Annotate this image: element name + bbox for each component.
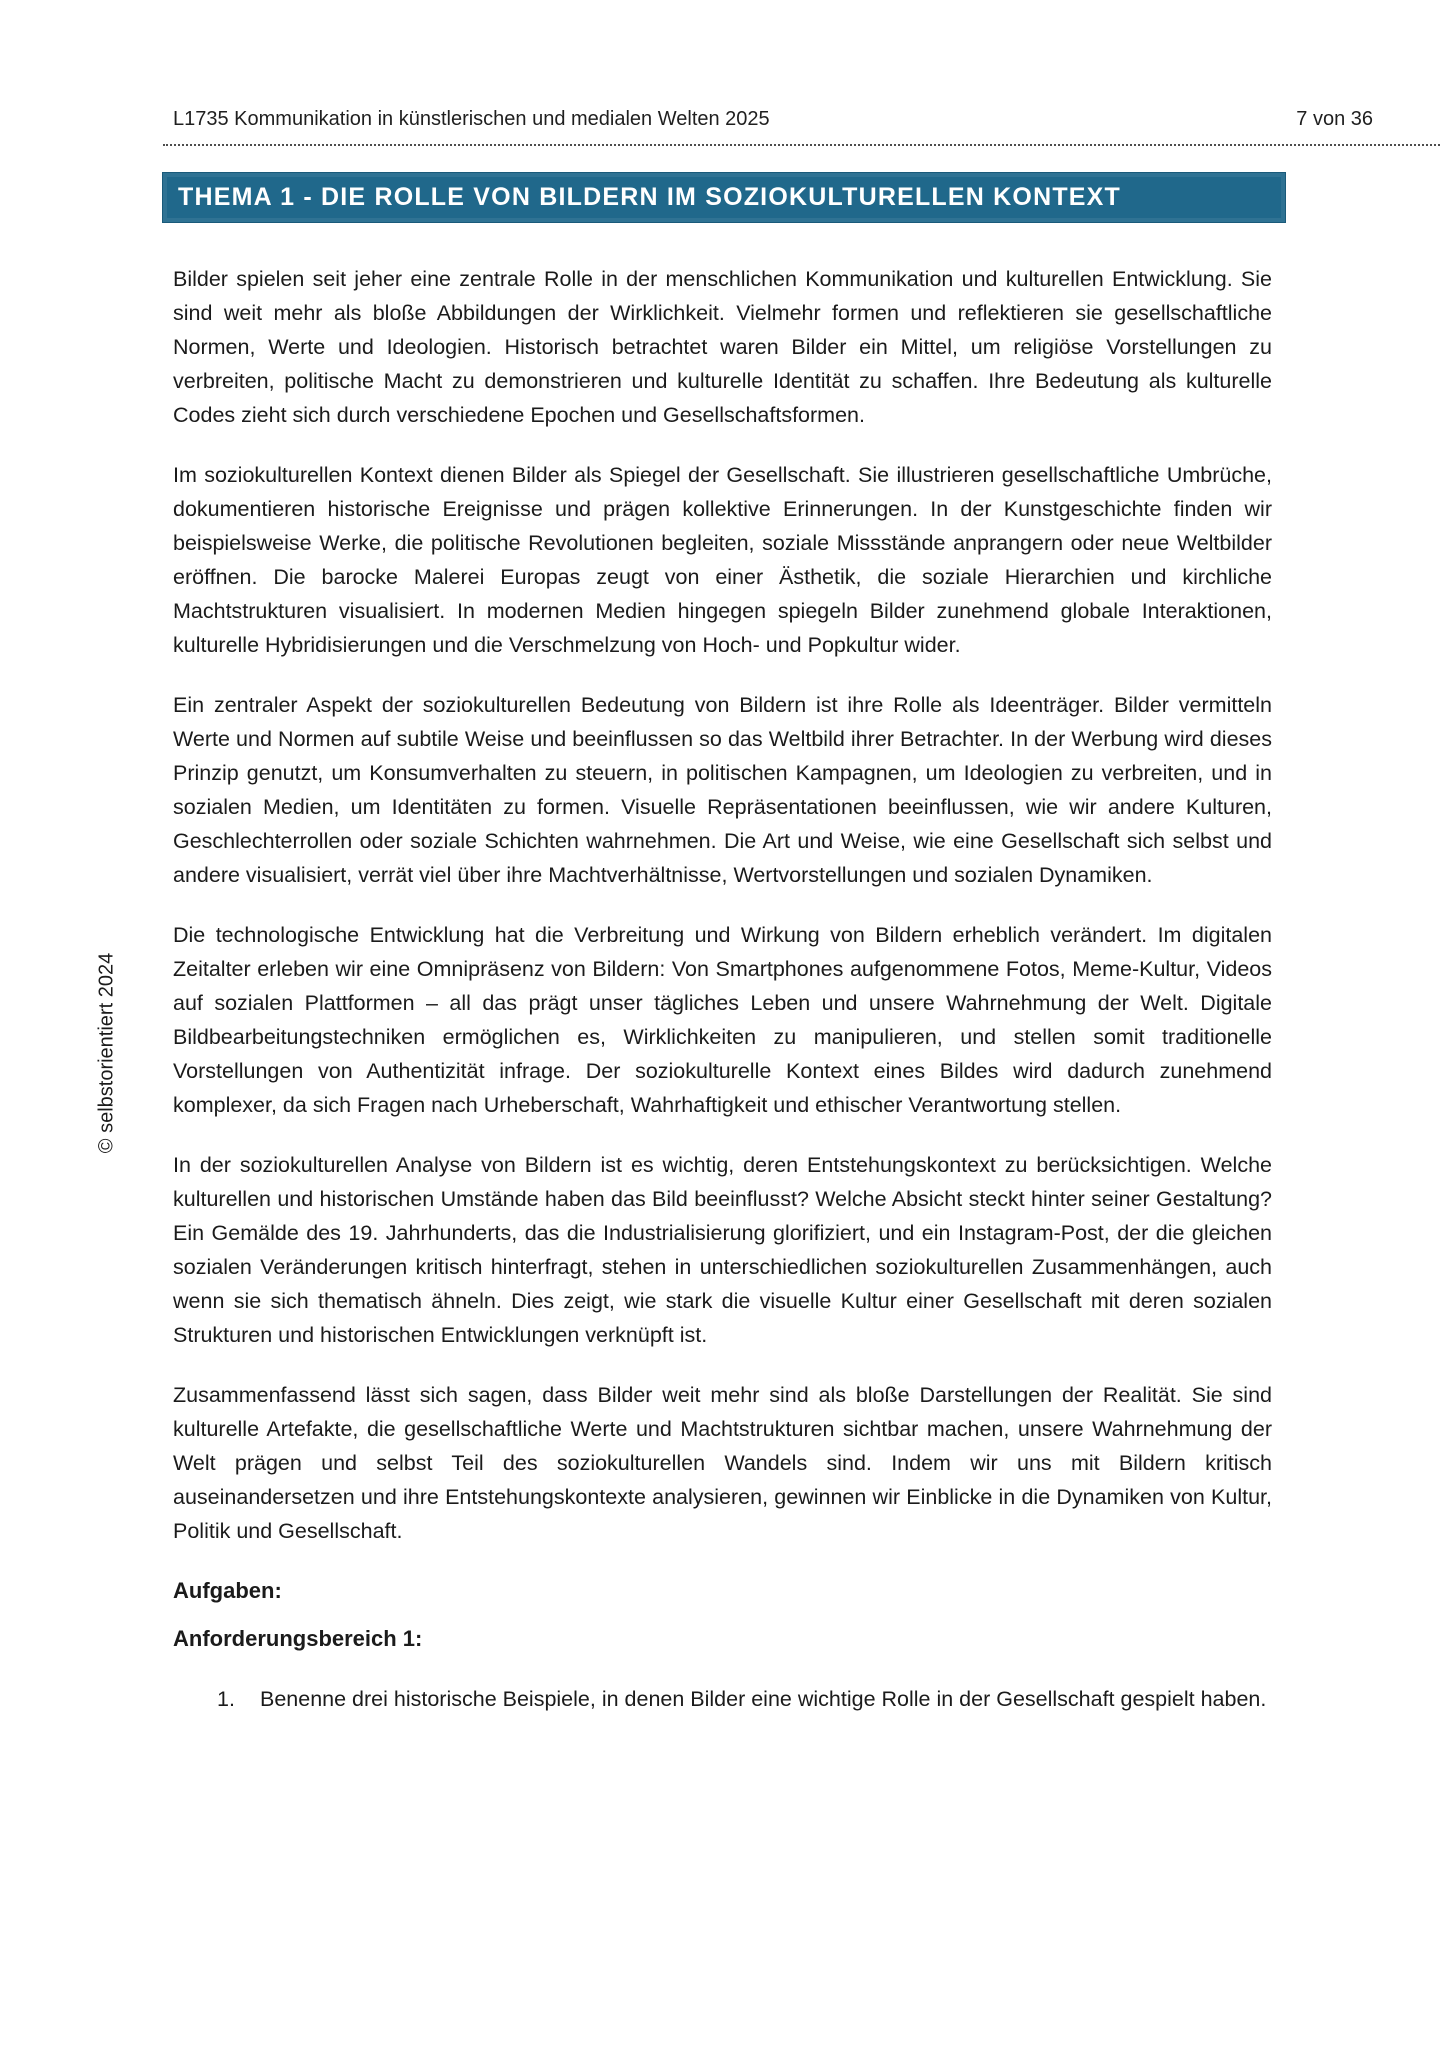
body-paragraph: Bilder spielen seit jeher eine zentrale Rolle in der menschlichen Kommunikation und kulturellen Entwicklung. Sie sind weit mehr als bloße Abbildungen der Wirklichkeit. Vielmehr formen und reflektieren sie gesellschaftliche Normen, Werte und Ideologien. Historisch betrachtet waren Bilder ein Mittel, um religiöse Vorstellungen zu verbreiten, politische Macht zu demonstrieren und kulturelle Identität zu schaffen. Ihre Bedeutung als kulturelle Codes zieht sich durch verschiedene Epochen und Gesellschaftsformen. bbox=[173, 267, 1272, 427]
task-item-number: 1. bbox=[217, 1687, 235, 1711]
requirement-level-heading: Anforderungsbereich 1: bbox=[173, 1626, 423, 1651]
header-course-label: L1735 Kommunikation in künstlerischen und medialen Welten 2025 bbox=[173, 108, 770, 130]
header-page-number: 7 von 36 bbox=[1296, 108, 1373, 130]
body-paragraph: Ein zentraler Aspekt der soziokulturellen Bedeutung von Bildern ist ihre Rolle als Ideenträger. Bilder vermitteln Werte und Normen auf subtile Weise und beeinflussen so das Weltbild ihrer Betrachter. In der Werbung wird dieses Prinzip genutzt, um Konsumverhalten zu steuern, in politischen Kampagnen, um Ideologien zu verbreiten, und in sozialen Medien, um Identitäten zu formen. Visuelle Repräsentationen beeinflussen, wie wir andere Kulturen, Geschlechterrollen oder soziale Schichten wahrnehmen. Die Art und Weise, wie eine Gesellschaft sich selbst und andere visualisiert, verrät viel über ihre Machtverhältnisse, Wertvorstellungen und sozialen Dynamiken. bbox=[173, 693, 1272, 887]
topic-title-text: THEMA 1 - DIE ROLLE VON BILDERN IM SOZIOKULTURELLEN KONTEXT bbox=[178, 183, 1122, 211]
task-item-text: Benenne drei historische Beispiele, in denen Bilder eine wichtige Rolle in der Gesellschaft gespielt haben. bbox=[260, 1687, 1267, 1711]
header-divider bbox=[163, 128, 1440, 146]
task-list-item bbox=[173, 1682, 1272, 1716]
body-paragraph: In der soziokulturellen Analyse von Bildern ist es wichtig, deren Entstehungskontext zu berücksichtigen. Welche kulturellen und historischen Umstände haben das Bild beeinflusst? Welche Absicht steckt hinter seiner Gestaltung? Ein Gemälde des 19. Jahrhunderts, das die Industrialisierung glorifiziert, und ein Instagram-Post, der die gleichen sozialen Veränderungen kritisch hinterfragt, stehen in unterschiedlichen soziokulturellen Zusammenhängen, auch wenn sie sich thematisch ähneln. Dies zeigt, wie stark die visuelle Kultur einer Gesellschaft mit deren sozialen Strukturen und historischen Entwicklungen verknüpft ist. bbox=[173, 1153, 1272, 1347]
body-paragraph: Die technologische Entwicklung hat die Verbreitung und Wirkung von Bildern erheblich verändert. Im digitalen Zeitalter erleben wir eine Omnipräsenz von Bildern: Von Smartphones aufgenommene Fotos, Meme-Kultur, Videos auf sozialen Plattformen – all das prägt unser tägliches Leben und unsere Wahrnehmung der Welt. Digitale Bildbearbeitungstechniken ermöglichen es, Wirklichkeiten zu manipulieren, und stellen somit traditionelle Vorstellungen von Authentizität infrage. Der soziokulturelle Kontext eines Bildes wird dadurch zunehmend komplexer, da sich Fragen nach Urheberschaft, Wahrhaftigkeit und ethischer Verantwortung stellen. bbox=[173, 923, 1272, 1117]
tasks-heading: Aufgaben: bbox=[173, 1578, 282, 1603]
body-paragraph: Zusammenfassend lässt sich sagen, dass Bilder weit mehr sind als bloße Darstellungen der Realität. Sie sind kulturelle Artefakte, die gesellschaftliche Werte und Machtstrukturen sichtbar machen, unsere Wahrnehmung der Welt prägen und selbst Teil des soziokulturellen Wandels sind. Indem wir uns mit Bildern kritisch auseinandersetzen und ihre Entstehungskontexte analysieren, gewinnen wir Einblicke in die Dynamiken von Kultur, Politik und Gesellschaft. bbox=[173, 1383, 1272, 1543]
body-paragraph: Im soziokulturellen Kontext dienen Bilder als Spiegel der Gesellschaft. Sie illustrieren gesellschaftliche Umbrüche, dokumentieren historische Ereignisse und prägen kollektive Erinnerungen. In der Kunstgeschichte finden wir beispielsweise Werke, die politische Revolutionen begleiten, soziale Missstände anprangern oder neue Weltbilder eröffnen. Die barocke Malerei Europas zeugt von einer Ästhetik, die soziale Hierarchien und kirchliche Machtstrukturen visualisiert. In modernen Medien hingegen spiegeln Bilder zunehmend globale Interaktionen, kulturelle Hybridisierungen und die Verschmelzung von Hoch- und Popkultur wider. bbox=[173, 463, 1272, 657]
topic-title-bar bbox=[162, 172, 1286, 223]
body-content bbox=[173, 262, 1272, 1716]
copyright-vertical-label: © selbstorientiert 2024 bbox=[95, 952, 118, 1154]
